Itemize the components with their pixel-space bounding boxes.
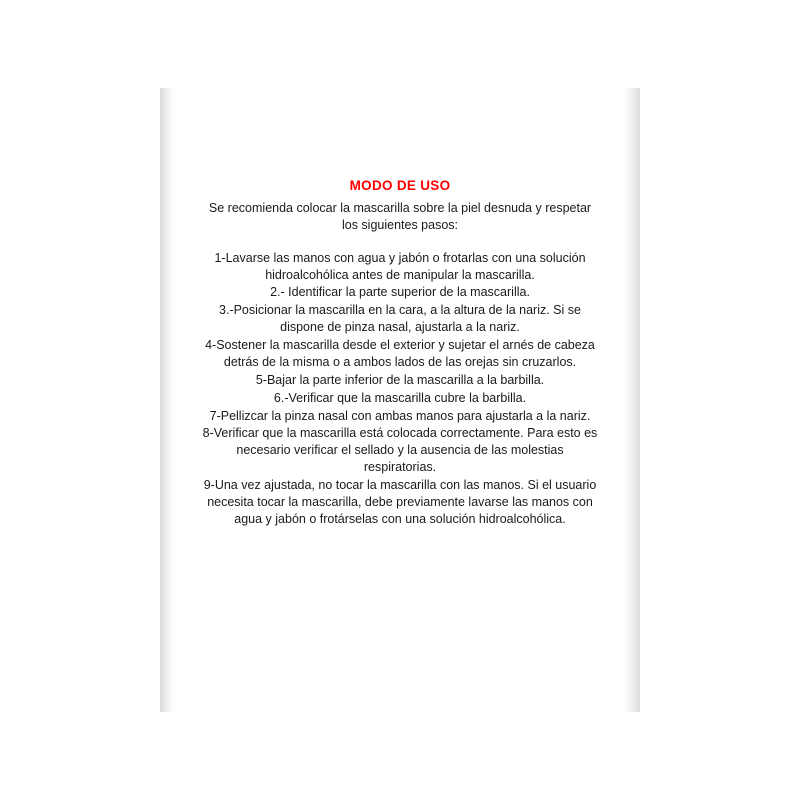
list-item: 5-Bajar la parte inferior de la mascarilla a la barbilla. — [255, 372, 545, 387]
list-item: 1-Lavarse las manos con agua y jabón o frotarlas con una solución hidroalcohólica antes de manipular la mascarilla. — [214, 250, 586, 282]
steps-list — [200, 250, 600, 528]
page-title: MODO DE USO — [349, 178, 451, 193]
list-item: 4-Sostener la mascarilla desde el exterior y sujetar el arnés de cabeza detrás de la misma o a ambos lados de las orejas sin cruzarlos. — [205, 338, 595, 369]
list-item: 7-Pellizcar la pinza nasal con ambas manos para ajustarla a la nariz. — [209, 408, 591, 423]
document-content — [200, 178, 600, 529]
list-item: 6.-Verificar que la mascarilla cubre la barbilla. — [273, 390, 527, 405]
list-item: 9-Una vez ajustada, no tocar la mascarilla con las manos. Si el usuario necesita tocar la mascarilla, debe previamente lavarse las manos con agua y jabón o frotárselas con una solución hidroalcohólica. — [203, 478, 597, 526]
list-item: 3.-Posicionar la mascarilla en la cara, a la altura de la nariz. Si se dispone de pinza nasal, ajustarla a la nariz. — [219, 303, 581, 335]
list-item: 2.- Identificar la parte superior de la mascarilla. — [270, 285, 530, 300]
intro-paragraph: Se recomienda colocar la mascarilla sobre la piel desnuda y respetar los siguientes pasos: — [208, 200, 592, 232]
list-item: 8-Verificar que la mascarilla está colocada correctamente. Para esto es necesario verificar el sellado y la ausencia de las molestias respiratorias. — [202, 426, 598, 475]
